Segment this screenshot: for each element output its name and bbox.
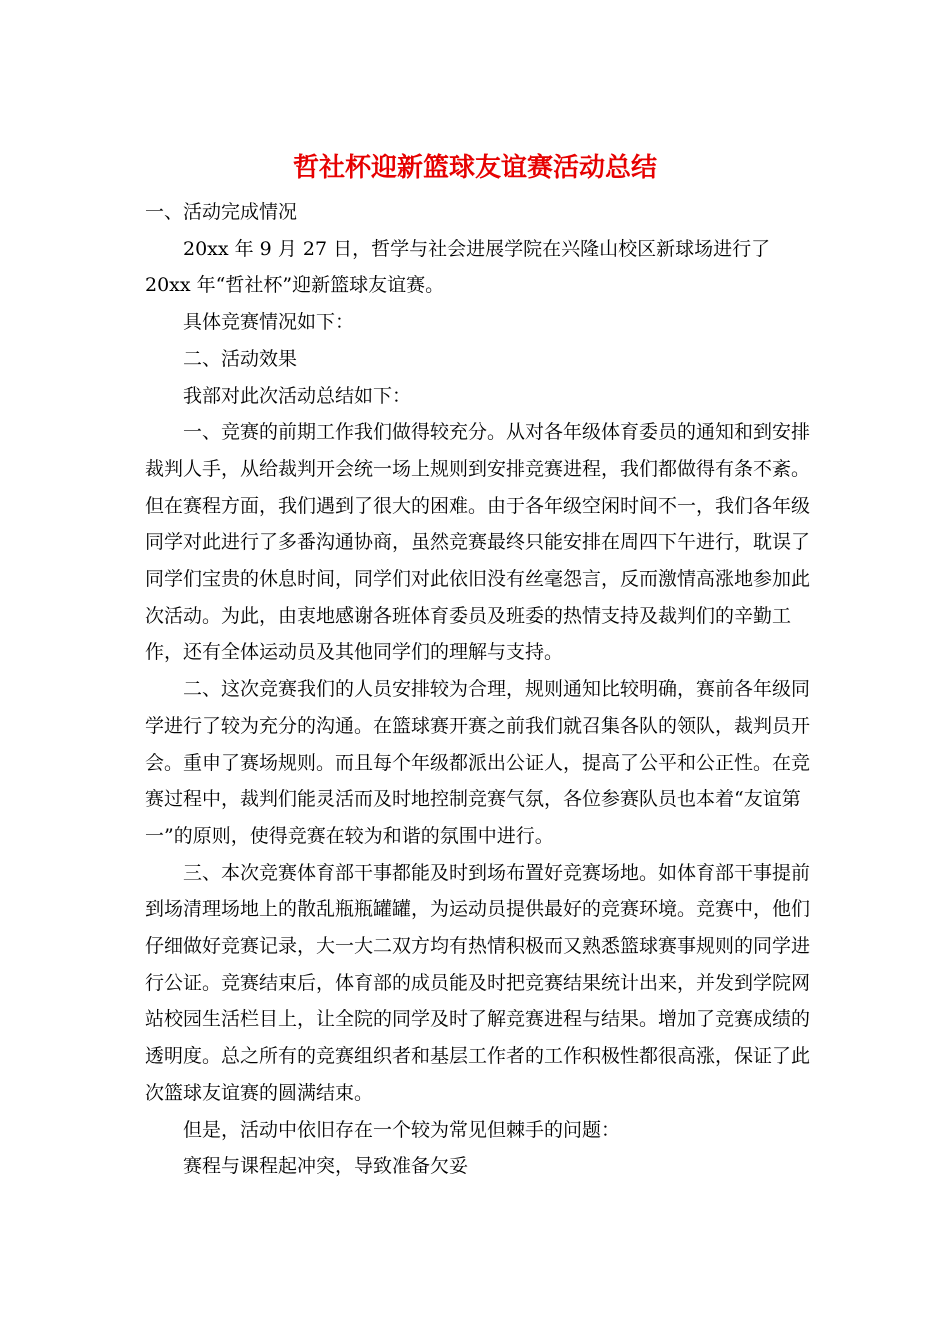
document-title: 哲社杯迎新篮球友谊赛活动总结 <box>292 153 657 183</box>
paragraph-details-intro: 具体竞赛情况如下： <box>183 311 355 334</box>
paragraph-problem-item: 赛程与课程起冲突，导致准备欠妥 <box>183 1155 469 1178</box>
paragraph-point-three: 三、本次竞赛体育部干事都能及时到场布置好竞赛场地。如体育部干事提前到场清理场地上的散乱瓶瓶罐罐，为运动员提供最好的竞赛环境。竞赛中，他们仔细做好竞赛记录，大一大二双方均有热情积极而又熟悉篮球赛事规则的同学进行公证。竞赛结束后，体育部的成员能及时把竞赛结果统计出来，并发到学院网站校园生活栏目上，让全院的同学及时了解竞赛进程与结果。增加了竞赛成绩的透明度。总之所有的竞赛组织者和基层工作者的工作积极性都很高涨，保证了此次篮球友谊赛的圆满结束。 <box>145 861 811 1104</box>
paragraph-summary-intro: 我部对此次活动总结如下： <box>183 384 412 407</box>
document-body <box>145 194 813 1185</box>
paragraph-event-date: 20xx 年 9 月 27 日，哲学与社会进展学院在兴隆山校区新球场进行了 20xx 年“哲社杯”迎新篮球友谊赛。 <box>145 237 771 297</box>
section-heading-completion: 一、活动完成情况 <box>145 201 298 223</box>
paragraph-point-one: 一、竞赛的前期工作我们做得较充分。从对各年级体育委员的通知和到安排裁判人手，从给裁判开会统一场上规则到安排竞赛进程，我们都做得有条不紊。但在赛程方面，我们遇到了很大的困难。由于各年级空闲时间不一，我们各年级同学对此进行了多番沟通协商，虽然竞赛最终只能安排在周四下午进行，耽误了同学们宝贵的休息时间，同学们对此依旧没有丝毫怨言，反而激情高涨地参加此次活动。为此，由衷地感谢各班体育委员及班委的热情支持及裁判们的辛勤工作，还有全体运动员及其他同学们的理解与支持。 <box>145 421 811 664</box>
section-heading-effect: 二、活动效果 <box>183 347 298 370</box>
paragraph-problem-intro: 但是，活动中依旧存在一个较为常见但棘手的问题： <box>183 1118 621 1141</box>
paragraph-point-two: 二、这次竞赛我们的人员安排较为合理，规则通知比较明确，赛前各年级同学进行了较为充分的沟通。在篮球赛开赛之前我们就召集各队的领队，裁判员开会。重申了赛场规则。而且每个年级都派出公证人，提高了公平和公正性。在竞赛过程中，裁判们能灵活而及时地控制竞赛气氛，各位参赛队员也本着“友谊第一”的原则，使得竞赛在较为和谐的氛围中进行。 <box>145 678 811 847</box>
